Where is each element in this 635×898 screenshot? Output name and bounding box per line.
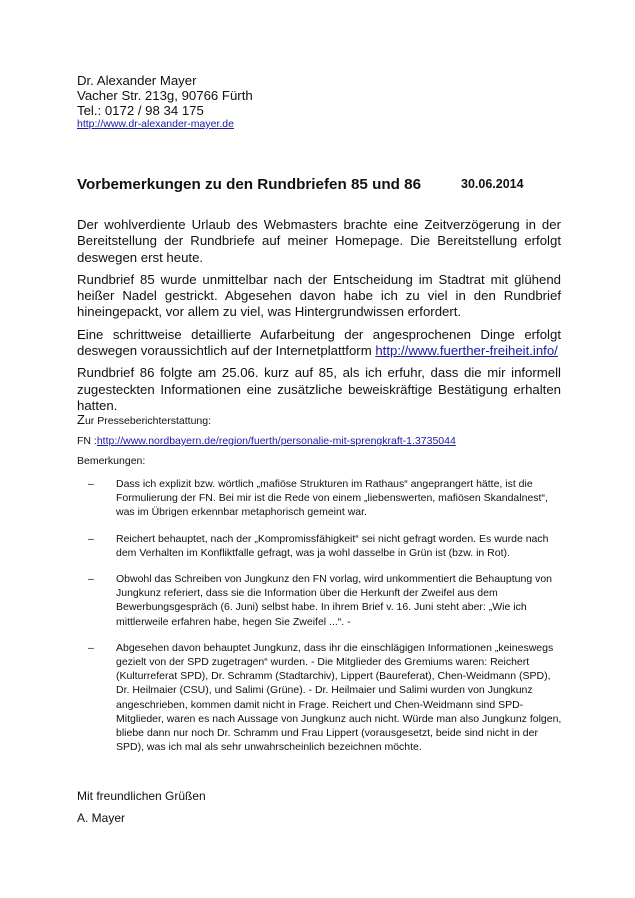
intro-paragraph-3 [77,327,561,360]
document-date: 30.06.2014 [461,177,524,191]
intro-paragraph-2: Rundbrief 85 wurde unmittelbar nach der Entscheidung im Stadtrat mit glühend heißer Nadel gestrickt. Abgesehen davon habe ich zu viel in den Rundbrief hineingepackt, vor allem zu viel, was Hintergrundwissen erfordert. [77,271,561,320]
list-item-text: Dass ich explizit bzw. wörtlich „mafiöse Strukturen im Rathaus“ angeprangert hätte, ist die Formulierung der FN. Bei mir ist die Rede von einem „liebenswerten, mafiösen Skandalnest“, was im Übrigen erkennbar metaphorisch gemeint war. [116,478,548,519]
list-item [88,477,563,520]
list-item-text: Abgesehen davon behauptet Jungkunz, dass ihr die einschlägigen Informationen „keineswegs gezielt von der SPD zugetragen“ wurden. - Die Mitglieder des Gremiums waren: Reichert (Kulturreferat SPD), Dr. Schramm (Stadtarchiv), Lippert (Baureferat), Chen-Weidmann (SPD), Dr. Heilmaier (CSU), und Salimi (Grüne). - Dr. Heilmaier und Salimi wurden von Jungkunz angeschrieben, kommen damit nicht in Frage. Reichert und Chen-Weidmann sind SPD-Mitglieder, waren es nach Aussage von Jungkunz auch nicht. Würde man also Jungkunz folgen, bliebe dann nur noch Dr. Schramm und Frau Lippert (vorausgesetzt, beide sind nicht in der SPD), was ich mal als sehr unwahrscheinlich bezeichnen möchte. [116,641,562,754]
list-item [88,641,563,755]
remarks-list [88,477,563,766]
intro-section [77,217,561,420]
fuerther-freiheit-link[interactable]: http://www.fuerther-freiheit.info/ [375,343,558,359]
dash-bullet-icon: – [88,478,94,490]
list-item-text: Obwohl das Schreiben von Jungkunz den FN vorlag, wird unkommentiert die Behauptung von Jungkunz referiert, dass sie die Information über die Herkunft der Zweifel aus dem Bewerbungsgespräch (6. Juni) selbst habe. In ihrem Brief v. 16. Juni steht aber: „Wie ich mittlerweile erfahren habe, hegen Sie Zweifel ...“. - [116,573,553,628]
fn-prefix: FN : [77,435,97,447]
signature: A. Mayer [77,811,126,825]
closing-block [77,789,206,833]
nordbayern-article-link[interactable]: http://www.nordbayern.de/region/fuerth/personalie-mit-sprengkraft-1.3735044 [96,435,456,447]
fn-line [77,435,547,448]
press-heading [77,413,547,428]
press-heading-initial: Z [77,412,85,427]
list-item-text: Reichert behauptet, nach der „Kompromissfähigkeit“ sei nicht gefragt worden. Es wurde nach dem Verhalten im Konfliktfalle gefragt, was ja wohl dasselbe in Grün ist (bzw. in Rot). [116,532,549,559]
remarks-label: Bemerkungen: [77,455,146,467]
closing-greeting: Mit freundlichen Grüßen [77,789,206,803]
dash-bullet-icon: – [88,573,94,586]
sender-name: Dr. Alexander Mayer [77,73,197,88]
press-heading-rest: ur Presseberichterstattung: [84,415,212,427]
intro-paragraph-4: Rundbrief 86 folgte am 25.06. kurz auf 85, als ich erfuhr, dass die mir informell zugesteckten Informationen eine zusätzliche beweiskräftige Bestätigung erhalten hatten. [77,365,561,413]
press-section [77,413,547,475]
heading-row [77,176,557,194]
dash-bullet-icon: – [88,532,94,545]
sender-address: Vacher Str. 213g, 90766 Fürth [77,88,253,103]
sender-block [77,73,253,130]
intro-paragraph-1: Der wohlverdiente Urlaub des Webmasters brachte eine Zeitverzögerung in der Bereitstellung der Rundbriefe auf meiner Homepage. Die Bereitstellung erfolgt deswegen erst heute. [77,217,561,265]
dash-bullet-icon: – [88,641,94,654]
list-item [88,532,563,560]
sender-phone: Tel.: 0172 / 98 34 175 [77,103,204,118]
document-title: Vorbemerkungen zu den Rundbriefen 85 und 86 [77,176,422,193]
list-item [88,572,563,629]
intro-paragraph-3-text: Eine schrittweise detaillierte Aufarbeitung der angesprochenen Dinge erfolgt deswegen voraussichtlich auf der Internetplattform [77,326,561,359]
sender-website-link[interactable]: http://www.dr-alexander-mayer.de [77,118,234,130]
